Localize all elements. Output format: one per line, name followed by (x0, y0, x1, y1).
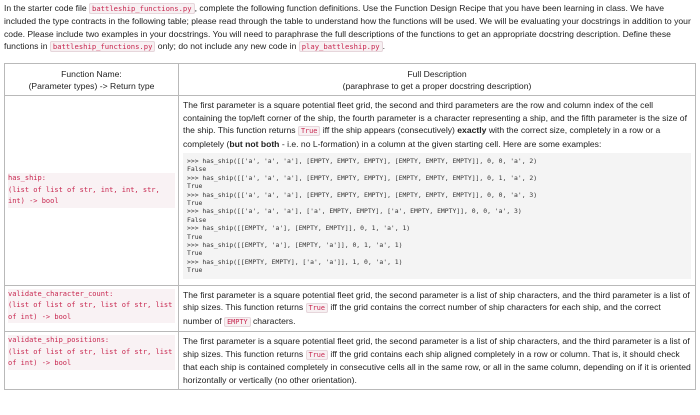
table-row-validate-ship-positions (5, 332, 696, 390)
examples-code-block: >>> has_ship([['a', 'a', 'a'], [EMPTY, EMPTY, EMPTY], [EMPTY, EMPTY, EMPTY]], 0, 0, 'a', 2) False >>> has_ship([['a', 'a', 'a'], [EMPTY, EMPTY, EMPTY], [EMPTY, EMPTY, EMPTY]], 0, 1, 'a', 2) True >>> has_ship([['a', 'a', 'a'], [EMPTY, EMPTY, EMPTY], [EMPTY, EMPTY, EMPTY]], 0, 0, 'a', 3) True >>> has_ship([['a', 'a', 'a'], ['a', EMPTY, EMPTY], ['a', EMPTY, EMPTY]], 0, 0, 'a', 3) False >>> has_ship([[EMPTY, 'a'], [EMPTY, EMPTY]], 0, 1, 'a', 1) True >>> has_ship([[EMPTY, 'a'], [EMPTY, 'a']], 0, 1, 'a', 1) True >>> has_ship([[EMPTY, EMPTY], ['a', 'a']], 1, 0, 'a', 1) True (183, 153, 691, 279)
type-contract-line: of int) -> bool (8, 359, 72, 368)
function-name: has_ship: (8, 174, 46, 183)
intro-text-1: In the starter code file (4, 3, 90, 13)
inline-code: True (306, 350, 328, 360)
description-part: The first parameter is a square potential fleet grid, the second parameter is a list of ship characters, and the third parameter is a list of ship sizes. This function returns (183, 289, 690, 313)
intro-text-2: , complete the following function definitions. Use the Function Design Recipe that you have been learning in class. We have included the type contracts in the following table; please read through the table to understand how the functions will be used. We will be evaluating your docstrings in addition to your code. Please include two examples in your docstrings. You will need to paraphrase the full descriptions of the functions to get an appropriate docstring description. Define these functions in (4, 3, 691, 52)
type-contract-line: (list of list of str, int, int, str, (8, 185, 160, 194)
function-name-cell (5, 96, 179, 286)
description-text (183, 99, 691, 150)
type-contract-line: (list of list of str, list of str, list (8, 301, 173, 310)
description-part: The first parameter is a square potential fleet grid, the second parameter is a list of ship characters, and the third parameter is a list of ship sizes. This function returns (183, 336, 690, 359)
filename-code: battleship_functions.py (50, 41, 156, 52)
intro-text-3: only; do not include any new code in (155, 41, 299, 52)
filename-code: battleship_functions.py (89, 3, 195, 14)
function-table (4, 63, 696, 390)
type-contract-line: of int) -> bool (8, 312, 72, 321)
header-full-description (179, 64, 696, 96)
description-part: The first parameter is a square potential fleet grid, the second and third parameters are the row and column index of the cell containing the top/left corner of the ship, the fourth parameter is a character representing a ship, and the fifth parameter is the size of the ship. This function returns (183, 100, 687, 135)
inline-code: EMPTY (224, 317, 250, 327)
description-part: iff the grid contains each ship aligned completely in a row or column. That is, it should check that each ship is contained completely in consecutive cells all in the same row, or all in the same column, depending on if it is oriented horizontally or vertically (no other orientation). (183, 348, 691, 385)
description-part: iff the grid contains the correct number of ship characters for each ship, and the correct number of (183, 302, 661, 326)
function-description-cell (179, 96, 696, 286)
type-contract-line: (list of list of str, list of str, list (8, 347, 173, 356)
description-part: iff the ship appears (consecutively) (320, 125, 458, 135)
table-row-validate-character-count (5, 285, 696, 332)
function-name-cell (5, 332, 179, 390)
function-name: validate_ship_positions: (8, 336, 110, 345)
function-name: validate_character_count: (8, 289, 114, 298)
header-function-name (5, 64, 179, 96)
function-description-cell (179, 332, 696, 390)
bold-text: but not both (229, 138, 280, 149)
header-col1-line1: Function Name: (61, 69, 122, 79)
description-part: - i.e. no L-formation) in a column at the given starting cell. Here are some examples: (279, 138, 602, 149)
intro-paragraph (4, 2, 696, 54)
inline-code: True (298, 126, 320, 136)
table-row-has-ship (5, 96, 696, 286)
intro-text-4: . (382, 41, 386, 52)
filename-code: play_battleship.py (299, 41, 383, 52)
description-part: with the correct size, completely in a row or a completely ( (183, 125, 661, 149)
type-contract-line: int) -> bool (8, 197, 59, 206)
header-col2-line2: (paraphrase to get a proper docstring description) (342, 81, 532, 91)
function-description-cell (179, 285, 696, 332)
header-col1-line2: (Parameter types) -> Return type (28, 81, 155, 91)
inline-code: True (306, 303, 328, 313)
table-header-row (5, 64, 696, 96)
bold-text: exactly (457, 125, 487, 135)
description-part: characters. (250, 315, 296, 326)
function-name-cell (5, 285, 179, 332)
header-col2-line1: Full Description (407, 69, 467, 79)
